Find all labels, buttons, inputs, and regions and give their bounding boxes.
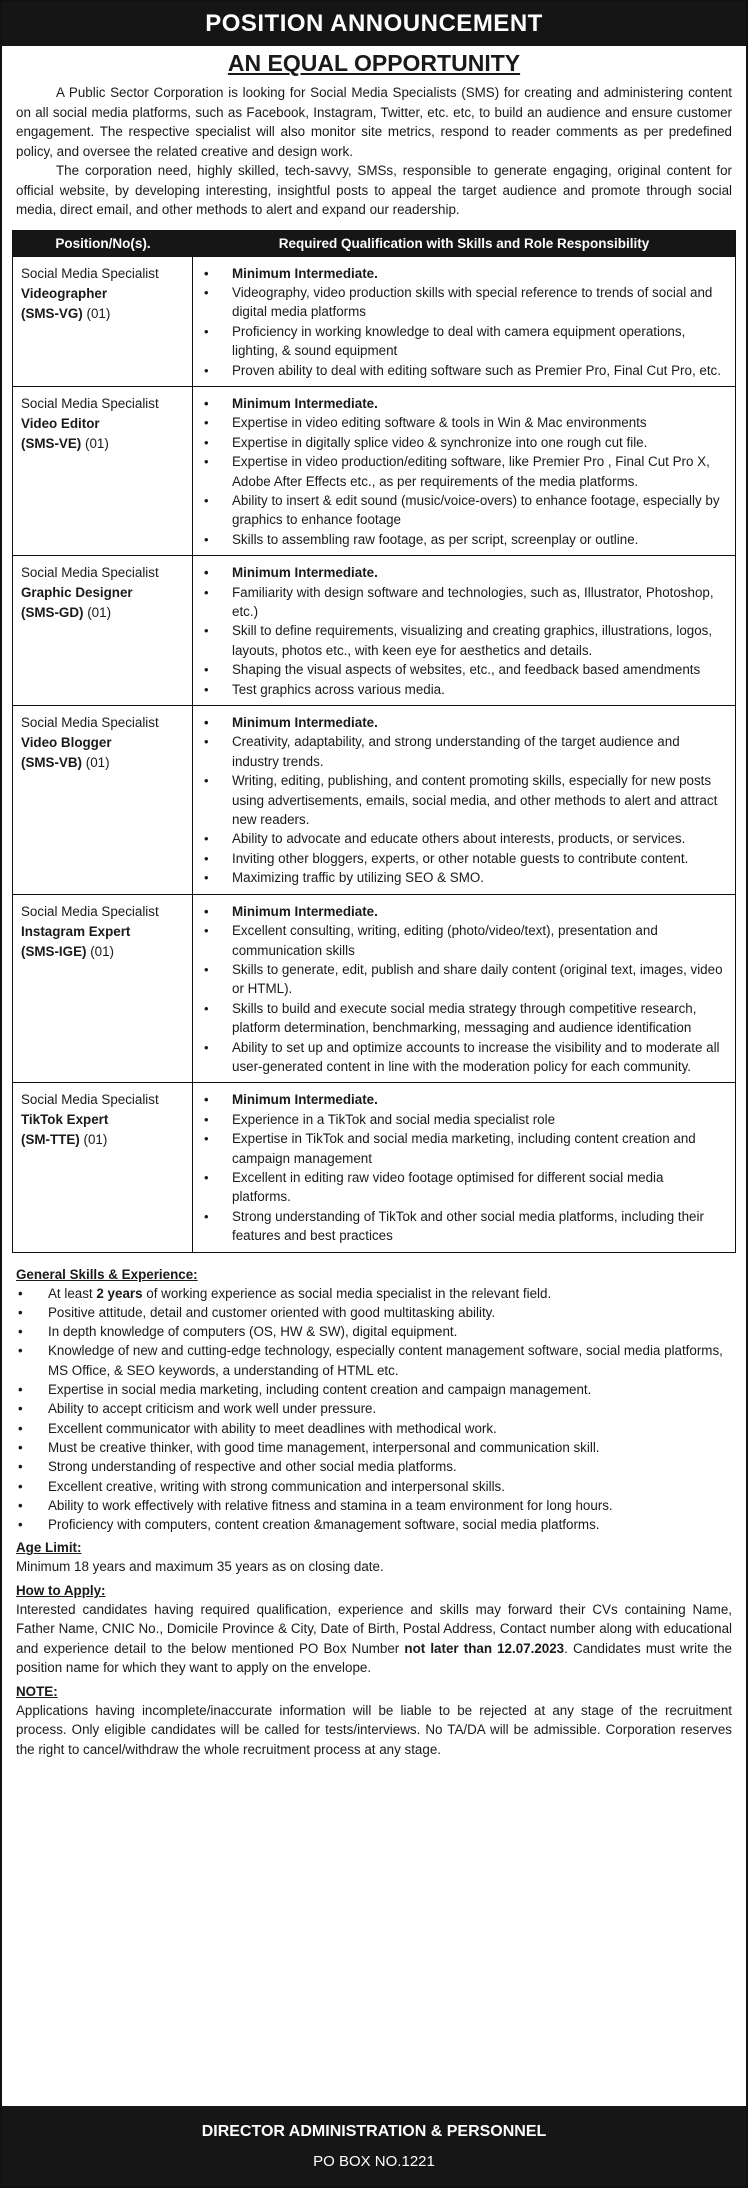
- minimum-qualification: • Minimum Intermediate.: [201, 902, 725, 921]
- requirement-item: • Test graphics across various media.: [201, 680, 725, 699]
- requirements-list: [201, 394, 725, 549]
- requirement-item: • Expertise in video editing software & tools in Win & Mac environments: [201, 413, 725, 432]
- footer: [2, 2106, 746, 2186]
- age-limit-title: Age Limit:: [16, 1540, 82, 1556]
- requirement-item: • Skill to define requirements, visualizing and creating graphics, illustrations, logos, layouts, photos etc., with keen eye for aesthetics and details.: [201, 621, 725, 660]
- requirement-item: • Expertise in video production/editing software, like Premier Pro , Final Cut Pro X, Adobe After Effects etc., as per requirements of the media platforms.: [201, 452, 725, 491]
- position-code-line: [21, 434, 186, 454]
- minimum-qualification: • Minimum Intermediate.: [201, 713, 725, 732]
- requirements-list: [201, 264, 725, 380]
- requirement-item: • Inviting other bloggers, experts, or other notable guests to contribute content.: [201, 849, 725, 868]
- how-to-apply-title: How to Apply:: [16, 1582, 106, 1598]
- page-title: POSITION ANNOUNCEMENT: [2, 2, 746, 46]
- position-title: Video Blogger: [21, 735, 112, 751]
- footer-signatory: DIRECTOR ADMINISTRATION & PERSONNEL: [201, 2123, 547, 2140]
- requirement-item: • Excellent consulting, writing, editing (photo/video/text), presentation and communication skills: [201, 921, 725, 960]
- table-row: [13, 705, 735, 894]
- general-skills-list: [16, 1284, 732, 1535]
- position-code: (SMS-VB): [21, 755, 82, 771]
- position-title: Graphic Designer: [21, 585, 133, 601]
- position-code: (SMS-VE): [21, 435, 82, 451]
- requirement-item: • Proficiency in working knowledge to deal with camera equipment operations, lighting, & sound equipment: [201, 322, 725, 361]
- requirement-item: • Skills to assembling raw footage, as per script, screenplay or outline.: [201, 530, 725, 549]
- requirement-item: • Proven ability to deal with editing software such as Premier Pro, Final Cut Pro, etc.: [201, 361, 725, 380]
- list-item: • At least 2 years of working experience as social media specialist in the relevant field.: [16, 1284, 732, 1303]
- requirements-cell: [193, 387, 735, 555]
- minimum-qualification: • Minimum Intermediate.: [201, 264, 725, 283]
- general-section: [2, 1253, 746, 1760]
- position-cell: [13, 895, 193, 1083]
- position-count: (01): [86, 305, 111, 321]
- table-row: [13, 555, 735, 705]
- requirements-list: [201, 563, 725, 699]
- list-item: • In depth knowledge of computers (OS, HW & SW), digital equipment.: [16, 1322, 732, 1341]
- position-code-line: [21, 942, 186, 962]
- table-header: [13, 231, 735, 256]
- list-item: • Ability to work effectively with relative fitness and stamina in a team environment for long hours.: [16, 1496, 732, 1515]
- position-code-line: [21, 753, 186, 773]
- table-row: [13, 894, 735, 1083]
- requirement-item: • Strong understanding of TikTok and other social media platforms, including their features and best practices: [201, 1207, 725, 1246]
- table-row: [13, 256, 735, 386]
- position-title: Instagram Expert: [21, 923, 131, 939]
- list-item: • Excellent creative, writing with strong communication and interpersonal skills.: [16, 1477, 732, 1496]
- requirement-item: • Shaping the visual aspects of websites, etc., and feedback based amendments: [201, 660, 725, 679]
- requirements-cell: [193, 1083, 735, 1251]
- how-to-apply-text: Interested candidates having required qualification, experience and skills may forward their CVs containing Name, Father Name, CNIC No., Domicile Province & City, Date of Birth, Postal Address, Contact number along with educational and experience detail to the below mentioned PO Box Number not later than 12.07.2023. Candidates must write the position name for which they want to apply on the envelope.: [16, 1601, 732, 1676]
- requirement-item: • Videography, video production skills with special reference to trends of social and digital media platforms: [201, 283, 725, 322]
- requirements-list: [201, 713, 725, 888]
- position-prefix: Social Media Specialist: [21, 715, 159, 731]
- position-prefix: Social Media Specialist: [21, 903, 159, 919]
- requirement-item: • Ability to insert & edit sound (music/voice-overs) to enhance footage, especially by graphics to enhance footage: [201, 491, 725, 530]
- age-limit-text: Minimum 18 years and maximum 35 years as on closing date.: [16, 1559, 384, 1575]
- position-prefix: Social Media Specialist: [21, 565, 159, 581]
- requirements-list: [201, 902, 725, 1077]
- position-prefix: Social Media Specialist: [21, 1092, 159, 1108]
- position-code-line: [21, 603, 186, 623]
- requirement-item: • Experience in a TikTok and social media specialist role: [201, 1110, 725, 1129]
- position-cell: [13, 556, 193, 705]
- requirement-item: • Expertise in digitally splice video & synchronize into one rough cut file.: [201, 433, 725, 452]
- position-count: (01): [87, 605, 112, 621]
- requirement-item: • Excellent in editing raw video footage optimised for different social media platforms.: [201, 1168, 725, 1207]
- position-prefix: Social Media Specialist: [21, 395, 159, 411]
- position-code-line: [21, 1130, 186, 1150]
- requirements-list: [201, 1090, 725, 1245]
- position-count: (01): [85, 435, 109, 451]
- position-code: (SMS-VG): [21, 305, 83, 321]
- list-item: • Positive attitude, detail and customer oriented with good multitasking ability.: [16, 1303, 732, 1322]
- table-body: [13, 256, 735, 1252]
- position-count: (01): [90, 943, 115, 959]
- list-item: • Ability to accept criticism and work well under pressure.: [16, 1399, 732, 1418]
- requirement-item: • Expertise in TikTok and social media marketing, including content creation and campaign management: [201, 1129, 725, 1168]
- requirements-cell: [193, 257, 735, 386]
- requirement-item: • Familiarity with design software and technologies, such as, Illustrator, Photoshop, etc.): [201, 583, 725, 622]
- requirements-cell: [193, 556, 735, 705]
- position-prefix: Social Media Specialist: [21, 265, 159, 281]
- list-item: • Must be creative thinker, with good time management, interpersonal and communication skill.: [16, 1438, 732, 1457]
- position-cell: [13, 706, 193, 894]
- intro-paragraph: A Public Sector Corporation is looking for Social Media Specialists (SMS) for creating and administering content on all social media platforms, such as Facebook, Instagram, Twitter, etc. etc, to build an audience and ensure customer engagement. The respective specialist will also monitor site metrics, respond to reader comments as per predefined policy, and oversee the related creative and design work.: [16, 85, 732, 159]
- table-row: [13, 1082, 735, 1251]
- requirement-item: • Maximizing traffic by utilizing SEO & SMO.: [201, 868, 725, 887]
- position-title: Video Editor: [21, 415, 100, 431]
- intro-section: [2, 77, 746, 220]
- position-title: TikTok Expert: [21, 1112, 109, 1128]
- general-skills-title: General Skills & Experience:: [16, 1266, 198, 1282]
- position-cell: [13, 257, 193, 386]
- list-item: • Excellent communicator with ability to meet deadlines with methodical work.: [16, 1419, 732, 1438]
- position-code: (SMS-GD): [21, 605, 84, 621]
- requirement-item: • Ability to advocate and educate others about interests, products, or services.: [201, 829, 725, 848]
- position-title: Videographer: [21, 285, 108, 301]
- column-header-position: Position/No(s).: [55, 235, 151, 251]
- intro-paragraph: The corporation need, highly skilled, tech-savvy, SMSs, responsible to generate engaging, original content for official website, by developing interesting, insightful posts to appeal the target audience and promote through social media, direct email, and other methods to alert and expand our readership.: [16, 163, 732, 217]
- position-cell: [13, 1083, 193, 1251]
- position-cell: [13, 387, 193, 555]
- requirement-item: • Creativity, adaptability, and strong understanding of the target audience and industry trends.: [201, 732, 725, 771]
- list-item: • Strong understanding of respective and other social media platforms.: [16, 1457, 732, 1476]
- minimum-qualification: • Minimum Intermediate.: [201, 394, 725, 413]
- requirements-cell: [193, 706, 735, 894]
- requirement-item: • Ability to set up and optimize accounts to increase the visibility and to moderate all user-generated content in line with the moderation policy for each community.: [201, 1038, 725, 1077]
- minimum-qualification: • Minimum Intermediate.: [201, 1090, 725, 1109]
- position-code-line: [21, 304, 186, 324]
- position-count: (01): [85, 755, 110, 771]
- positions-table: [12, 230, 736, 1253]
- note-text: Applications having incomplete/inaccurate information will be liable to be rejected at any stage of the recruitment process. Only eligible candidates will be called for tests/interviews. No TA/DA will be admissible. Corporation reserves the right to cancel/withdraw the whole recruitment process at any stage.: [16, 1702, 732, 1757]
- column-header-requirements: Required Qualification with Skills and Role Responsibility: [278, 235, 650, 251]
- page-subtitle: AN EQUAL OPPORTUNITY: [227, 50, 521, 76]
- note-title: NOTE:: [16, 1683, 58, 1699]
- list-item: • Expertise in social media marketing, including content creation and campaign management.: [16, 1380, 732, 1399]
- position-code: (SMS-IGE): [21, 943, 87, 959]
- list-item: • Proficiency with computers, content creation &management software, social media platforms.: [16, 1515, 732, 1534]
- footer-po-box: PO BOX NO.1221: [313, 2153, 435, 2170]
- table-row: [13, 386, 735, 555]
- requirement-item: • Writing, editing, publishing, and content promoting skills, especially for new posts using advertisements, emails, social media, and other methods to alert and attract new readers.: [201, 771, 725, 829]
- minimum-qualification: • Minimum Intermediate.: [201, 563, 725, 582]
- requirement-item: • Skills to build and execute social media strategy through competitive research, platform determination, benchmarking, messaging and audience identification: [201, 999, 725, 1038]
- requirements-cell: [193, 895, 735, 1083]
- requirement-item: • Skills to generate, edit, publish and share daily content (original text, images, video or HTML).: [201, 960, 725, 999]
- position-code: (SM-TTE): [21, 1132, 80, 1148]
- list-item: • Knowledge of new and cutting-edge technology, especially content management software, social media platforms, MS Office, & SEO keywords, a understanding of HTML etc.: [16, 1341, 732, 1380]
- position-count: (01): [83, 1132, 108, 1148]
